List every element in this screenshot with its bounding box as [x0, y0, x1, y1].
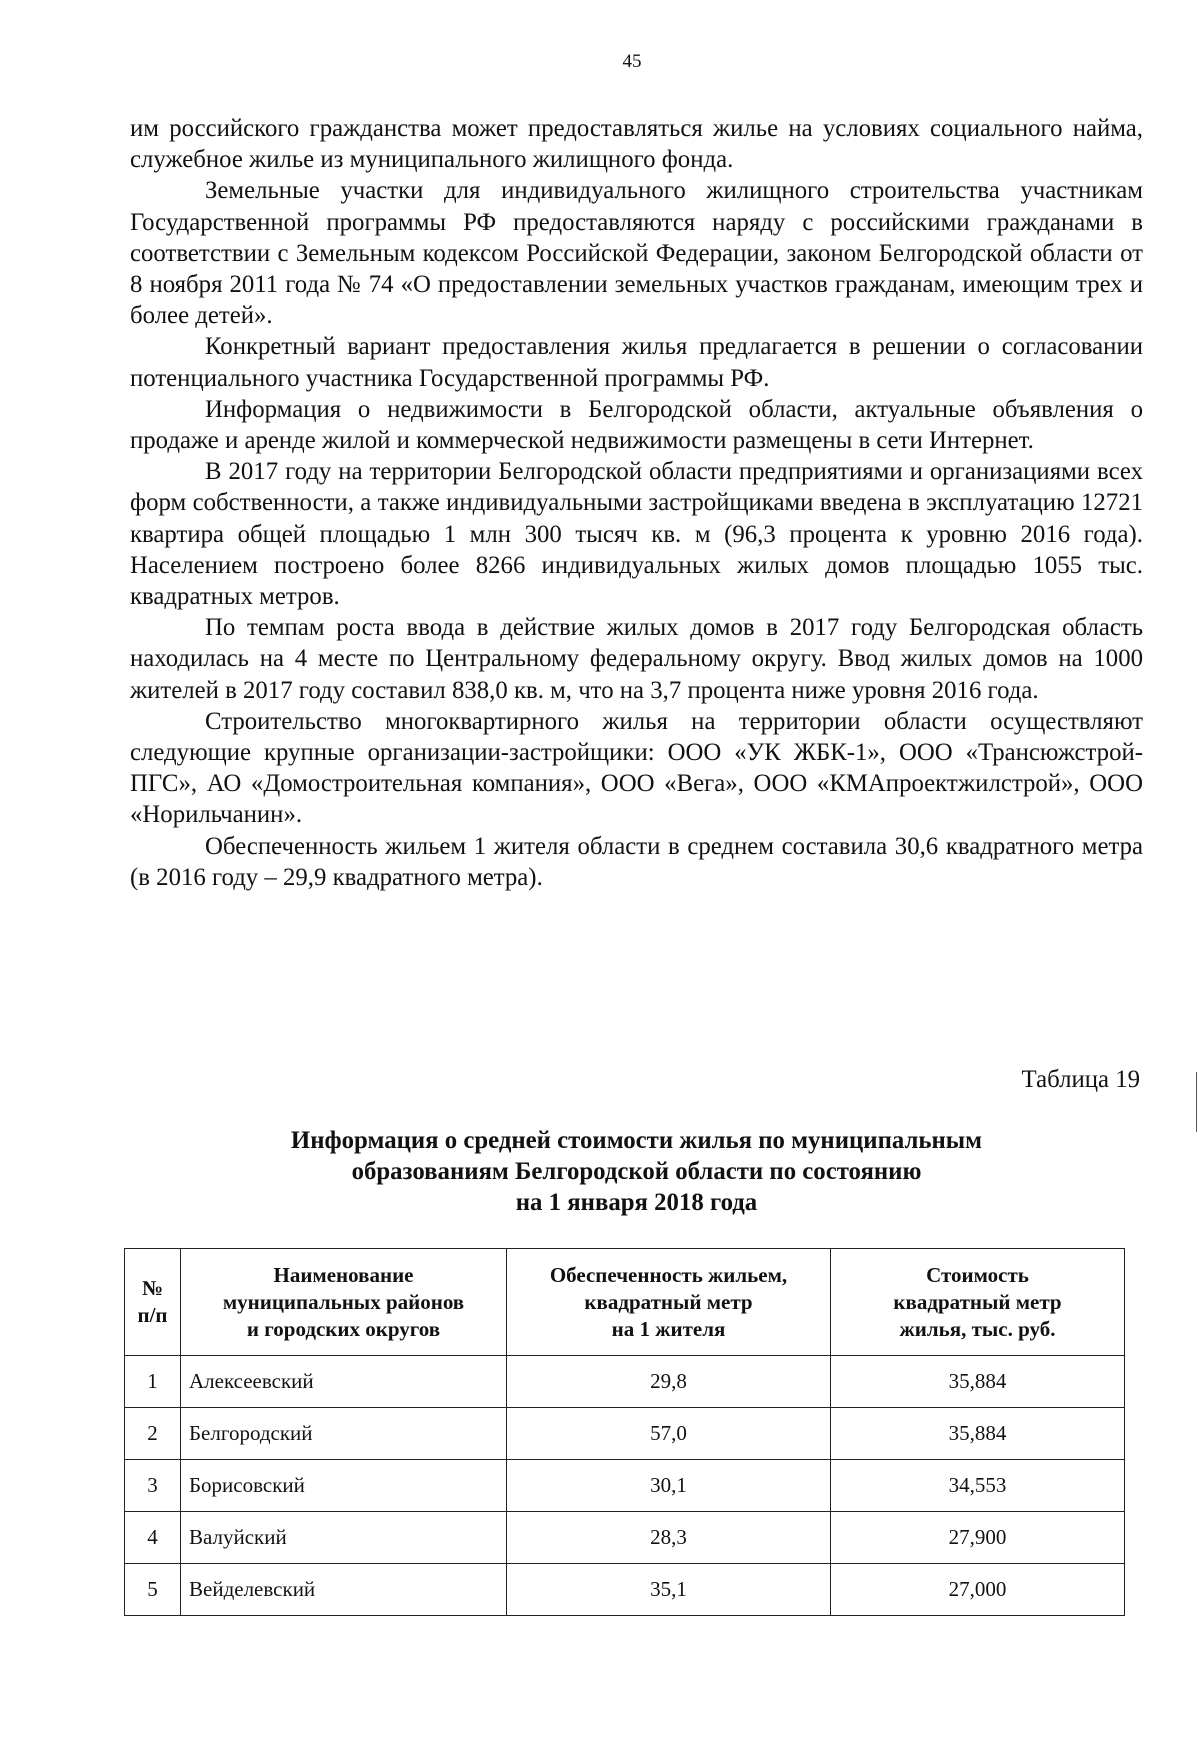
header-number-line-1: №: [141, 1276, 164, 1300]
row-district-name: Валуйский: [181, 1512, 507, 1564]
row-district-name: Вейделевский: [181, 1564, 507, 1616]
page-number: 45: [622, 51, 642, 72]
table-title-line-2: образованиям Белгородской области по состоянию: [351, 1158, 922, 1185]
header-name-line-3: и городских округов: [246, 1316, 441, 1341]
paragraph-3: Конкретный вариант предоставления жилья предлагается в решении о согласовании потенциального участника Государственной программы РФ.: [130, 333, 1143, 392]
row-number: 5: [125, 1564, 181, 1616]
table-title-line-1: Информация о средней стоимости жилья по муниципальным: [290, 1127, 983, 1154]
row-cost-value: 27,900: [831, 1512, 1125, 1564]
scan-edge-mark: [1196, 1072, 1197, 1132]
paragraph-5: В 2017 году на территории Белгородской области предприятиями и организациями всех форм собственности, а также индивидуальными застройщиками введена в эксплуатацию 12721 квартира общей площадью 1 млн 300 тысяч кв. м (96,3 процента к уровню 2016 года). Населением построено более 8266 индивидуальных жилых домов площадью 1055 тыс. квадратных метров.: [130, 458, 1143, 611]
row-housing-value: 35,1: [507, 1564, 831, 1616]
header-district-name: [181, 1249, 507, 1356]
paragraph-7: Строительство многоквартирного жилья на территории области осуществляют следующие крупные организации-застройщики: ООО «УК ЖБК-1», ООО «Трансюжстрой-ПГС», АО «Домостроительная компания», ООО «Вега», ООО «КМАпроектжилстрой», ООО «Норильчанин».: [130, 707, 1143, 829]
row-district-name: Борисовский: [181, 1460, 507, 1512]
header-cost-per-meter: [831, 1249, 1125, 1356]
row-number: 3: [125, 1460, 181, 1512]
header-name-line-1: Наименование: [273, 1262, 414, 1287]
header-number-line-2: п/п: [137, 1303, 168, 1327]
table-row: [125, 1408, 1125, 1460]
row-housing-value: 29,8: [507, 1356, 831, 1408]
row-number: 4: [125, 1512, 181, 1564]
table-label: Таблица 19: [1021, 1066, 1140, 1093]
paragraph-4: Информация о недвижимости в Белгородской области, актуальные объявления о продаже и аренде жилой и коммерческой недвижимости размещены в сети Интернет.: [130, 395, 1143, 455]
table-header-row: [125, 1249, 1125, 1356]
row-number: 2: [125, 1408, 181, 1460]
housing-cost-table: [124, 1248, 1125, 1616]
table-row: [125, 1356, 1125, 1408]
header-cost-line-3: жилья, тыс. руб.: [899, 1316, 1056, 1341]
row-cost-value: 35,884: [831, 1408, 1125, 1460]
paragraph-2: Земельные участки для индивидуального жилищного строительства участникам Государственной программы РФ предоставляются наряду с российскими гражданами в соответствии с Земельным кодексом Российской Федерации, законом Белгородской области от 8 ноября 2011 года № 74 «О предоставлении земельных участков гражданам, имеющим трех и более детей».: [130, 177, 1143, 330]
row-district-name: Алексеевский: [181, 1356, 507, 1408]
row-cost-value: 34,553: [831, 1460, 1125, 1512]
table-row: [125, 1512, 1125, 1564]
table-title: [130, 1125, 1143, 1218]
paragraph-6: По темпам роста ввода в действие жилых домов в 2017 году Белгородская область находилась на 4 месте по Центральному федеральному округу. Ввод жилых домов на 1000 жителей в 2017 году составил 838,0 кв. м, что на 3,7 процента ниже уровня 2016 года.: [130, 614, 1143, 704]
row-cost-value: 35,884: [831, 1356, 1125, 1408]
table-title-line-3: на 1 января 2018 года: [515, 1189, 758, 1216]
paragraph-1: им российского гражданства может предоставляться жилье на условиях социального найма, служебное жилье из муниципального жилищного фонда.: [130, 115, 1143, 174]
table-row: [125, 1460, 1125, 1512]
header-name-line-2: муниципальных районов: [222, 1289, 465, 1314]
row-housing-value: 28,3: [507, 1512, 831, 1564]
row-housing-value: 30,1: [507, 1460, 831, 1512]
header-number: [125, 1249, 181, 1356]
body-text: [130, 113, 1143, 893]
row-number: 1: [125, 1356, 181, 1408]
header-housing-line-2: квадратный метр: [584, 1289, 753, 1314]
header-housing-line-1: Обеспеченность жильем,: [549, 1262, 788, 1287]
header-housing-line-3: на 1 жителя: [611, 1316, 726, 1341]
table-row: [125, 1564, 1125, 1616]
row-housing-value: 57,0: [507, 1408, 831, 1460]
row-cost-value: 27,000: [831, 1564, 1125, 1616]
row-district-name: Белгородский: [181, 1408, 507, 1460]
header-cost-line-1: Стоимость: [926, 1262, 1029, 1287]
header-cost-line-2: квадратный метр: [893, 1289, 1062, 1314]
paragraph-8: Обеспеченность жильем 1 жителя области в среднем составила 30,6 квадратного метра (в 2016 году – 29,9 квадратного метра).: [130, 832, 1143, 891]
header-housing-per-resident: [507, 1249, 831, 1356]
